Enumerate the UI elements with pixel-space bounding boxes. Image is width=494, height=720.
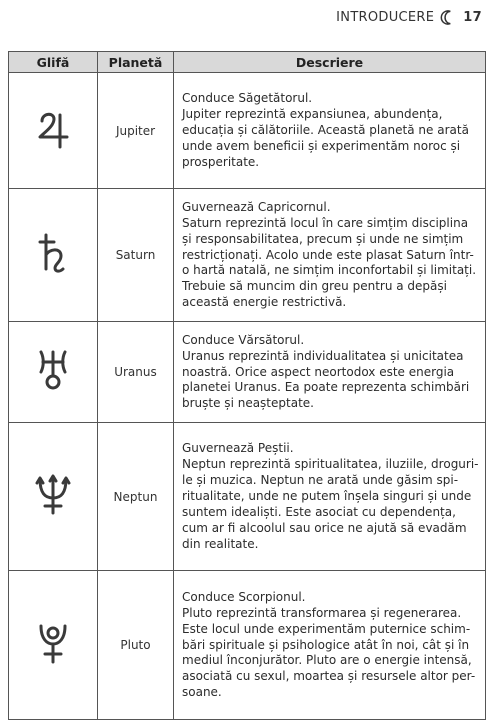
uranus-glyph-icon (33, 348, 73, 392)
ruler-line: Conduce Săgetătorul. (182, 91, 313, 106)
glyph-cell (9, 322, 98, 423)
description-cell (174, 189, 486, 322)
table-row (9, 189, 486, 322)
planet-name: Jupiter (98, 73, 174, 189)
description-text: Jupiter reprezintă expansiunea, abundența, educația și călătoriile. Această planetă ne arată unde avem beneficii și experimentăm noroc și prosperitate. (182, 107, 469, 169)
table-row (9, 322, 486, 423)
planet-name: Neptun (98, 423, 174, 571)
glyph-cell (9, 189, 98, 322)
page-number: 17 (463, 10, 482, 25)
ruler-line: Guvernează Peștii. (182, 441, 294, 456)
page-header (336, 10, 482, 25)
description-text: Neptun reprezintă spiritualitatea, iluziile, droguri-le și muzica. Neptun ne arată unde găsim spi-ritualitate, unde ne putem înșela singuri și unde suntem idealiști. Este asociat cu dependența, cum ar fi alcoolul sau orice ne ajută să evadăm din realitate. (182, 457, 479, 551)
table-row (9, 571, 486, 720)
description-cell (174, 571, 486, 720)
crescent-moon-icon (440, 10, 455, 25)
table-row (9, 73, 486, 189)
planet-name: Uranus (98, 322, 174, 423)
description-text: Uranus reprezintă individualitatea și unicitatea noastră. Orice aspect neortodox este energia planetei Uranus. Ea poate reprezenta schimbări bruște și neașteptate. (182, 348, 470, 411)
planet-name: Pluto (98, 571, 174, 720)
ruler-line: Conduce Vărsătorul. (182, 332, 305, 347)
description-text: Pluto reprezintă transformarea și regenerarea. Este locul unde experimentăm puternice schim-bări spirituale și psihologice atât în noi, cât și în mediul înconjurător. Pluto are o energie intensă, asociată cu sexul, moartea și resursele altor per-soane. (182, 605, 476, 700)
pluto-glyph-icon (33, 621, 73, 665)
saturn-glyph-icon (33, 231, 73, 275)
ruler-line: Conduce Scorpionul. (182, 589, 306, 604)
glyph-cell (9, 571, 98, 720)
glyph-cell (9, 73, 98, 189)
jupiter-glyph-icon (33, 107, 73, 151)
table-header-row (9, 52, 486, 73)
neptune-glyph-icon (33, 473, 73, 517)
planet-name: Saturn (98, 189, 174, 322)
description-cell (174, 73, 486, 189)
glyph-cell (9, 423, 98, 571)
description-cell (174, 322, 486, 423)
description-cell (174, 423, 486, 571)
table-row (9, 423, 486, 571)
section-title: INTRODUCERE (336, 10, 435, 25)
column-header-description: Descriere (174, 52, 486, 73)
column-header-glyph: Glifă (9, 52, 98, 73)
ruler-line: Guvernează Capricornul. (182, 199, 331, 214)
column-header-planet: Planetă (98, 52, 174, 73)
planets-table (8, 51, 486, 720)
description-text: Saturn reprezintă locul în care simțim disciplina și responsabilitatea, precum și unde ne simțim restricționați. Acolo unde este plasat Saturn într-o hartă natală, ne simțim inconfortabil și limitați. Trebuie să muncim din greu pentru a depăși această energie restrictivă. (182, 215, 477, 310)
